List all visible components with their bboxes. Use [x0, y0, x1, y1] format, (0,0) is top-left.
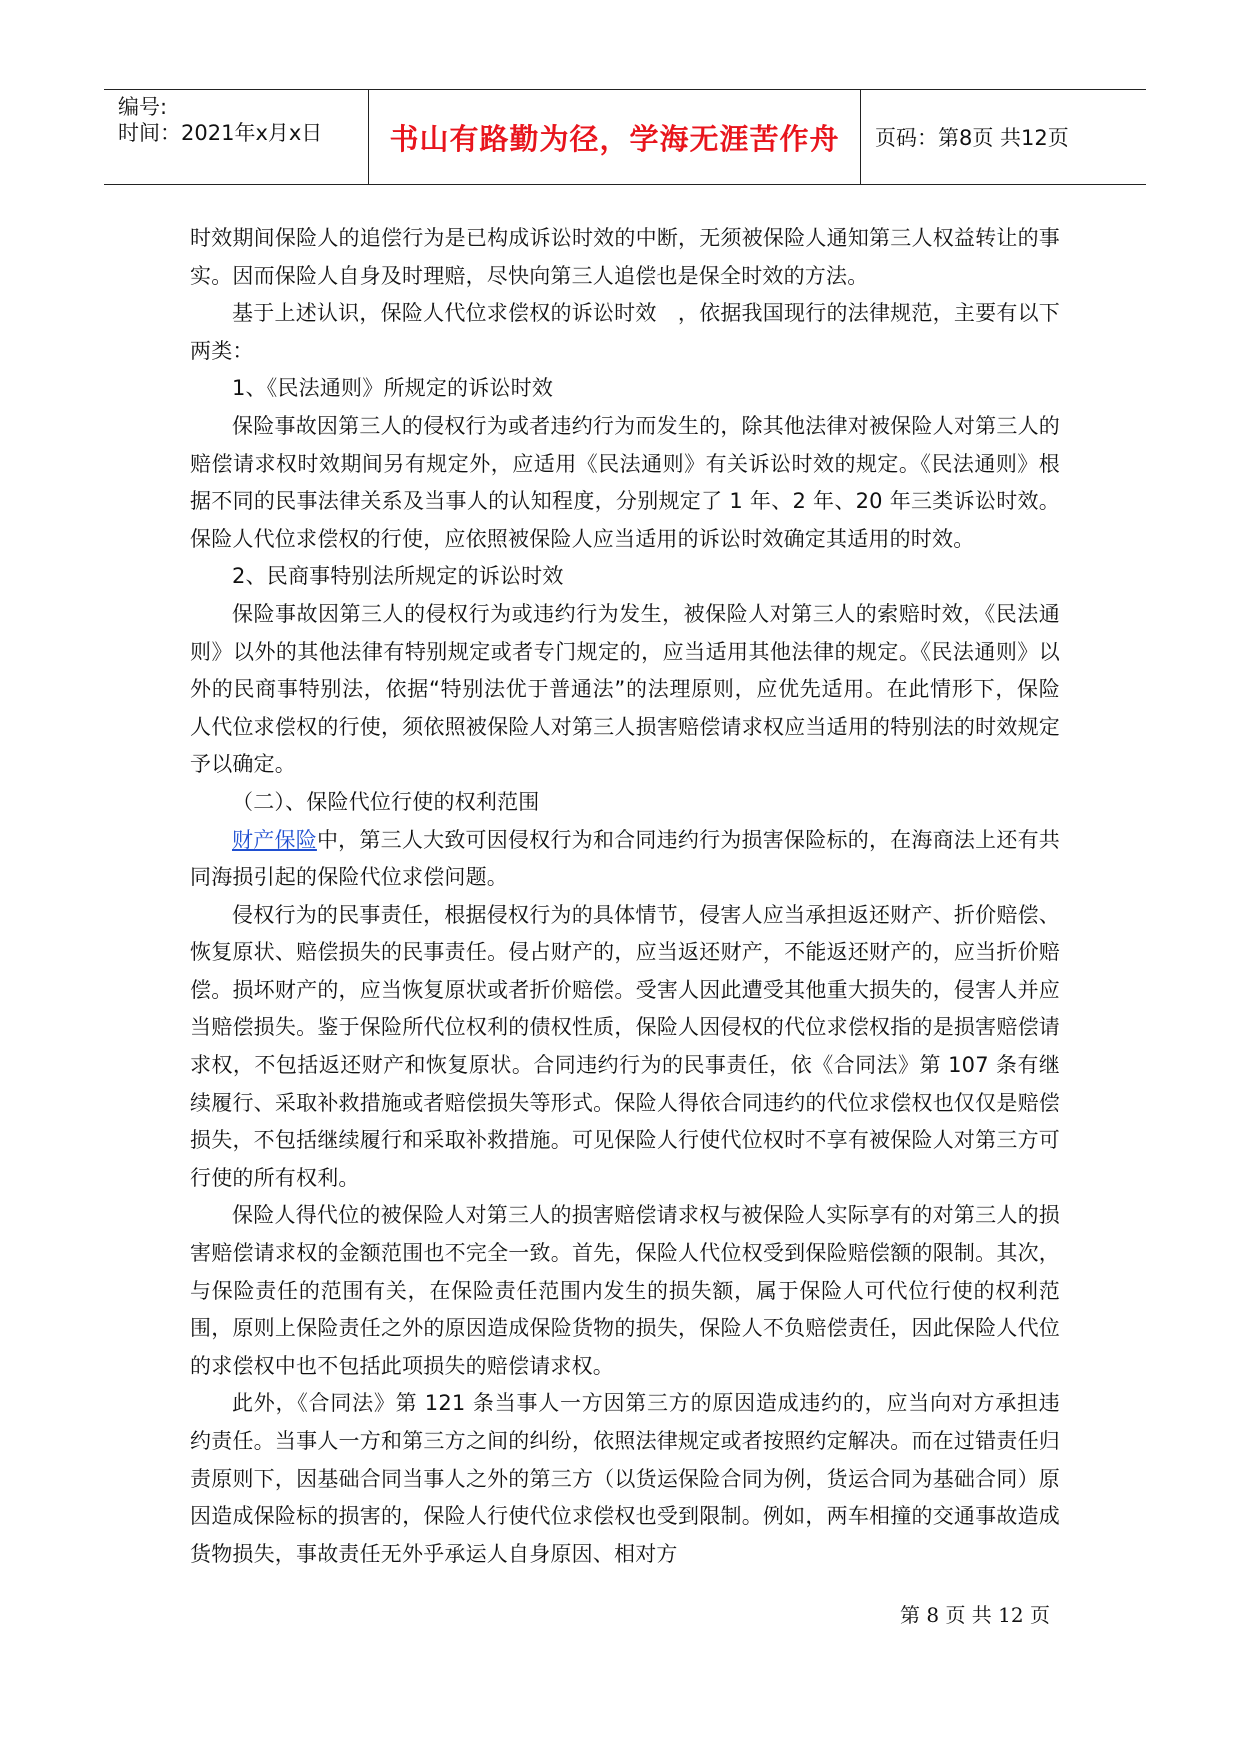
- section-heading-3: （二）、保险代位行使的权利范围: [232, 789, 540, 814]
- paragraph-2: 基于上述认识，保险人代位求偿权的诉讼时效 ，依据我国现行的法律规范，主要有以下两类：: [190, 301, 1060, 363]
- paragraph-1: 时效期间保险人的追偿行为是已构成诉讼时效的中断，无须被保险人通知第三人权益转让的事实。因而保险人自身及时理赔，尽快向第三人追偿也是保全时效的方法。: [190, 226, 1060, 288]
- property-insurance-link[interactable]: 财产保险: [232, 827, 317, 852]
- header-left-cell: [104, 90, 369, 184]
- paragraph-4: 保险事故因第三人的侵权行为或违约行为发生，被保险人对第三人的索赔时效，《民法通则》以外的其他法律有特别规定或者专门规定的，应当适用其他法律的规定。《民法通则》以外的民商事特别法，依据“特别法优于普通法”的法理原则，应优先适用。在此情形下，保险人代位求偿权的行使，须依照被保险人对第三人损害赔偿请求权应当适用的特别法的时效规定予以确定。: [190, 601, 1060, 777]
- header-page-info: 页码：第8页 共12页: [875, 126, 1069, 150]
- paragraph-5-text: 中，第三人大致可因侵权行为和合同违约行为损害保险标的，在海商法上还有共同海损引起的保险代位求偿问题。: [190, 827, 1060, 890]
- section-heading-2: 2、民商事特别法所规定的诉讼时效: [232, 564, 564, 589]
- document-body: [190, 220, 1060, 1573]
- header-motto: 书山有路勤为径，学海无涯苦作舟: [389, 121, 840, 156]
- paragraph-3: 保险事故因第三人的侵权行为或者违约行为而发生的，除其他法律对被保险人对第三人的赔偿请求权时效期间另有规定外，应适用《民法通则》有关诉讼时效的规定。《民法通则》根据不同的民事法律关系及当事人的认知程度，分别规定了 1 年、2 年、20 年三类诉讼时效。保险人代位求偿权的行使，应依照被保险人应当适用的诉讼时效确定其适用的时效。: [190, 413, 1060, 551]
- page-footer: 第 8 页 共 12 页: [900, 1603, 1050, 1627]
- paragraph-8: 此外，《合同法》第 121 条当事人一方因第三方的原因造成违约的，应当向对方承担违约责任。当事人一方和第三方之间的纠纷，依照法律规定或者按照约定解决。而在过错责任归责原则下，因基础合同当事人之外的第三方（以货运保险合同为例，货运合同为基础合同）原因造成保险标的损害的，保险人行使代位求偿权也受到限制。例如，两车相撞的交通事故造成货物损失，事故责任无外乎承运人自身原因、相对方: [190, 1391, 1060, 1566]
- header-motto-cell: [369, 90, 861, 184]
- header-table: [104, 89, 1146, 185]
- document-time-label: 时间：2021年x月x日: [118, 121, 323, 145]
- paragraph-7: 保险人得代位的被保险人对第三人的损害赔偿请求权与被保险人实际享有的对第三人的损害赔偿请求权的金额范围也不完全一致。首先，保险人代位权受到保险赔偿额的限制。其次，与保险责任的范围有关，在保险责任范围内发生的损失额，属于保险人可代位行使的权利范围，原则上保险责任之外的原因造成保险货物的损失，保险人不负赔偿责任，因此保险人代位的求偿权中也不包括此项损失的赔偿请求权。: [190, 1203, 1060, 1378]
- paragraph-5: [190, 822, 1060, 897]
- section-heading-1: 1、《民法通则》所规定的诉讼时效: [232, 376, 554, 401]
- document-number-label: 编号:: [118, 95, 168, 119]
- paragraph-6: 侵权行为的民事责任，根据侵权行为的具体情节，侵害人应当承担返还财产、折价赔偿、恢复原状、赔偿损失的民事责任。侵占财产的，应当返还财产，不能返还财产的，应当折价赔偿。损坏财产的，应当恢复原状或者折价赔偿。受害人因此遭受其他重大损失的，侵害人并应当赔偿损失。鉴于保险所代位权利的债权性质，保险人因侵权的代位求偿权指的是损害赔偿请求权，不包括返还财产和恢复原状。合同违约行为的民事责任，依《合同法》第 107 条有继续履行、采取补救措施或者赔偿损失等形式。保险人得依合同违约的代位求偿权也仅仅是赔偿损失，不包括继续履行和采取补救措施。可见保险人行使代位权时不享有被保险人对第三方可行使的所有权利。: [190, 902, 1060, 1190]
- header-page-cell: [861, 90, 1146, 184]
